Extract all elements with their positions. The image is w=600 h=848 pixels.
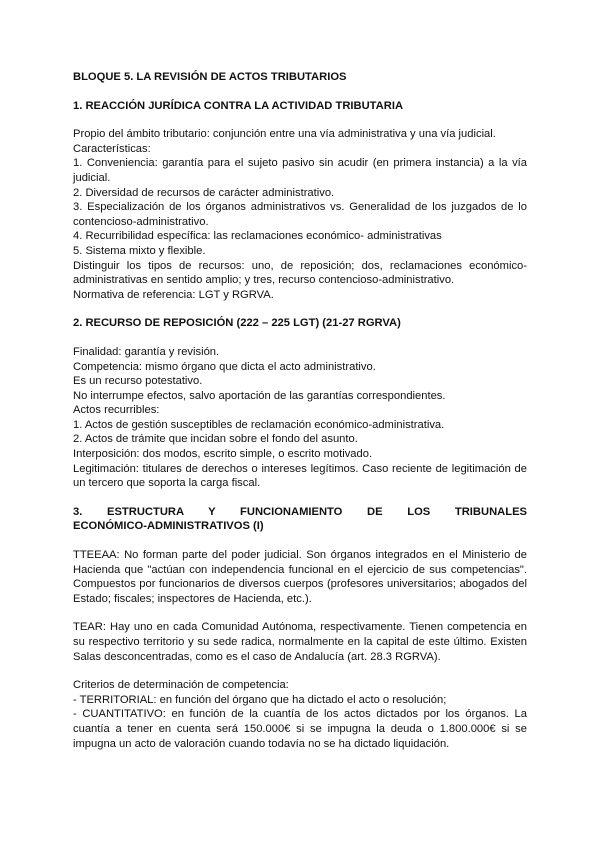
section-2-heading: 2. RECURSO DE REPOSICIÓN (222 – 225 LGT) (21-27 RGRVA) [73, 317, 401, 330]
paragraph: 1. Actos de gestión susceptibles de reclamación económico-administrativa. [73, 418, 445, 431]
paragraph: Criterios de determinación de competencia: [73, 679, 289, 692]
section-2-body [73, 345, 527, 491]
paragraph: No interrumpe efectos, salvo aportación de las garantías correspondientes. [73, 389, 446, 402]
paragraph-tear: TEAR: Hay uno en cada Comunidad Autónoma, respectivamente. Tienen competencia en su respectivo territorio y su sede radica, normalmente en la capital de este último. Existen Salas desconcentradas, como es el caso de Andalucía (art. 28.3 RGRVA). [73, 621, 527, 663]
paragraph: Interposición: dos modos, escrito simple, o escrito motivado. [73, 448, 373, 461]
paragraph: 2. Actos de trámite que incidan sobre el fondo del asunto. [73, 433, 358, 446]
paragraph: Competencia: mismo órgano que dicta el acto administrativo. [73, 360, 376, 373]
paragraph: Legitimación: titulares de derechos o intereses legítimos. Caso reciente de legitimación de un tercero que soporta la carga fiscal. [73, 462, 527, 490]
paragraph: 4. Recurribilidad específica: las reclamaciones económico- administrativas [73, 230, 442, 243]
section-1-heading: 1. REACCIÓN JURÍDICA CONTRA LA ACTIVIDAD TRIBUTARIA [73, 99, 404, 112]
paragraph: - CUANTITATIVO: en función de la cuantía de los actos dictados por los órganos. La cuantía a tener en cuenta será 150.000€ si se impugna la deuda o 1.800.000€ si se impugna un acto de valoración cuando todavía no se ha dictado liquidación. [73, 708, 527, 750]
paragraph: Es un recurso potestativo. [73, 375, 203, 388]
document-page [73, 70, 527, 765]
section-1-body [73, 127, 527, 302]
paragraph: - TERRITORIAL: en función del órgano que ha dictado el acto o resolución; [73, 693, 447, 706]
paragraph: Propio del ámbito tributario: conjunción entre una vía administrativa y una vía judicial. [73, 128, 496, 141]
paragraph: Características: [73, 142, 151, 155]
paragraph: 2. Diversidad de recursos de carácter administrativo. [73, 186, 335, 199]
paragraph: 1. Conveniencia: garantía para el sujeto pasivo sin acudir (en primera instancia) a la vía judicial. [73, 157, 527, 184]
section-3-heading-line-1: 3. ESTRUCTURA Y FUNCIONAMIENTO DE LOS TRIBUNALES [73, 505, 527, 518]
paragraph: Distinguir los tipos de recursos: uno, de reposición; dos, reclamaciones económico-administrativas en sentido amplio; y tres, recurso contencioso-administrativo. [73, 259, 527, 287]
paragraph: 3. Especialización de los órganos administrativos vs. Generalidad de los juzgados de lo contencioso-administrativo. [73, 201, 527, 228]
paragraph: Finalidad: garantía y revisión. [73, 345, 220, 358]
section-3-heading-line-2: ECONÓMICO-ADMINISTRATIVOS (I) [73, 520, 264, 533]
document-title: BLOQUE 5. LA REVISIÓN DE ACTOS TRIBUTARIOS [73, 71, 347, 83]
section-3-body [73, 548, 527, 751]
paragraph: Actos recurribles: [73, 404, 160, 417]
paragraph: Normativa de referencia: LGT y RGRVA. [73, 288, 274, 301]
paragraph-tteeaa: TTEEAA: No forman parte del poder judicial. Son órganos integrados en el Ministerio de Hacienda que "actúan con independencia funcional en el ejercicio de sus competencias". Compuestos por funcionarios de diversos cuerpos (profesores universitarios; abogados del Estado; fiscales; inspectores de Hacienda, etc.). [73, 549, 527, 605]
paragraph: 5. Sistema mixto y flexible. [73, 244, 206, 257]
